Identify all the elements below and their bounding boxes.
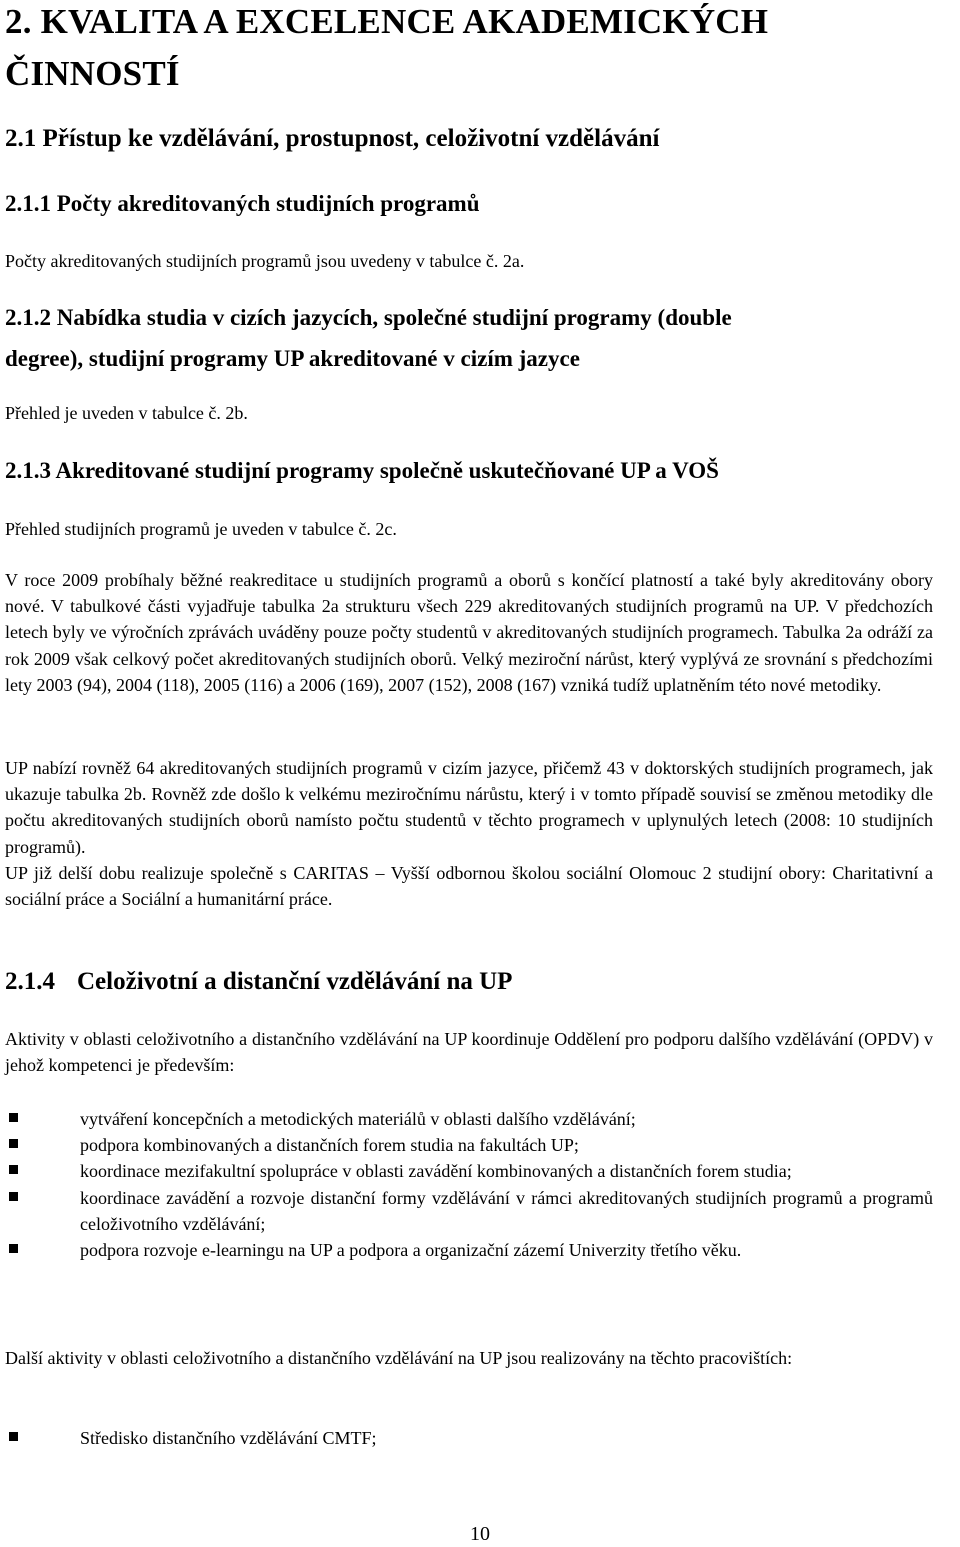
- section-2-1-3-para2: UP nabízí rovněž 64 akreditovaných studijních programů v cizím jazyce, přičemž 43 v doktorských studijních programech, jak ukazuje tabulka 2b. Rovněž zde došlo k velkému meziročnímu nárůstu, který i v tomto případě souvisí se změnou metodiky dle počtu akreditovaných studijních oborů namísto počtu studentů v těchto programech v uplynulých letech (2008: 10 studijních programů).: [5, 758, 933, 857]
- page-number: 10: [470, 1523, 490, 1545]
- workplaces-list: [5, 1425, 933, 1451]
- section-2-1-2-title-line1: 2.1.2 Nabídka studia v cizích jazycích, společné studijní programy (double: [5, 305, 732, 330]
- square-bullet-icon: [9, 1192, 18, 1201]
- list-item: koordinace mezifakultní spolupráce v oblasti zavádění kombinovaných a distančních forem studia;: [5, 1158, 933, 1184]
- section-2-1-1-title: 2.1.1 Počty akreditovaných studijních programů: [5, 191, 480, 216]
- square-bullet-icon: [9, 1139, 18, 1148]
- section-2-1-2-title-line2: degree), studijní programy UP akreditované v cizím jazyce: [5, 346, 580, 371]
- section-2-1-title: 2.1 Přístup ke vzdělávání, prostupnost, celoživotní vzdělávání: [5, 125, 660, 152]
- section-2-1-4-heading: [5, 967, 512, 997]
- competence-list: [5, 1106, 933, 1263]
- chapter-title-line2: ČINNOSTÍ: [5, 54, 180, 93]
- list-item: koordinace zavádění a rozvoje distanční formy vzdělávání v rámci akreditovaných studijních programů a programů celoživotního vzdělávání;: [5, 1185, 933, 1237]
- list-item: vytváření koncepčních a metodických materiálů v oblasti dalšího vzdělávání;: [5, 1106, 933, 1132]
- square-bullet-icon: [9, 1432, 18, 1441]
- section-2-1-3-para3: UP již delší dobu realizuje společně s CARITAS – Vyšší odbornou školou sociální Olomouc 2 studijní obory: Charitativní a sociální práce a Sociální a humanitární práce.: [5, 863, 933, 910]
- section-2-1-3-title: 2.1.3 Akreditované studijní programy společně uskutečňované UP a VOŠ: [5, 458, 719, 483]
- section-2-1-2-text: Přehled je uveden v tabulce č. 2b.: [5, 403, 248, 423]
- section-2-1-3-text: Přehled studijních programů je uveden v tabulce č. 2c.: [5, 519, 397, 539]
- section-2-1-4-intro: Aktivity v oblasti celoživotního a distančního vzdělávání na UP koordinuje Oddělení pro podporu dalšího vzdělávání (OPDV) v jehož kompetenci je především:: [5, 1029, 933, 1076]
- list-item: Středisko distančního vzdělávání CMTF;: [5, 1425, 933, 1451]
- chapter-title-line1: 2. KVALITA A EXCELENCE AKADEMICKÝCH: [5, 2, 769, 41]
- section-2-1-1-text: Počty akreditovaných studijních programů jsou uvedeny v tabulce č. 2a.: [5, 251, 525, 271]
- list-item: podpora kombinovaných a distančních forem studia na fakultách UP;: [5, 1132, 933, 1158]
- square-bullet-icon: [9, 1113, 18, 1122]
- section-2-1-3-para1: V roce 2009 probíhaly běžné reakreditace u studijních programů a oborů s končící platností a také byly akreditovány obory nové. V tabulkové části vyjadřuje tabulka 2a strukturu všech 229 akreditovaných studijních programů na UP. V předchozích letech byly ve výročních zprávách uváděny pouze počty studentů v akreditovaných studijních programech. Tabulka 2a odráží za rok 2009 však celkový počet akreditovaných studijních oborů. Velký meziroční nárůst, který vyplývá ze srovnání s předchozími lety 2003 (94), 2004 (118), 2005 (116) a 2006 (169), 2007 (152), 2008 (167) vzniká tudíž uplatněním této nové metodiky.: [5, 570, 933, 695]
- list-item: podpora rozvoje e-learningu na UP a podpora a organizační zázemí Univerzity třetího věku.: [5, 1237, 933, 1263]
- square-bullet-icon: [9, 1244, 18, 1253]
- section-2-1-4-title: Celoživotní a distanční vzdělávání na UP: [77, 968, 513, 995]
- section-2-1-4-outro: Další aktivity v oblasti celoživotního a distančního vzdělávání na UP jsou realizovány na těchto pracovištích:: [5, 1348, 793, 1368]
- square-bullet-icon: [9, 1165, 18, 1174]
- section-2-1-4-number: 2.1.4: [5, 968, 55, 995]
